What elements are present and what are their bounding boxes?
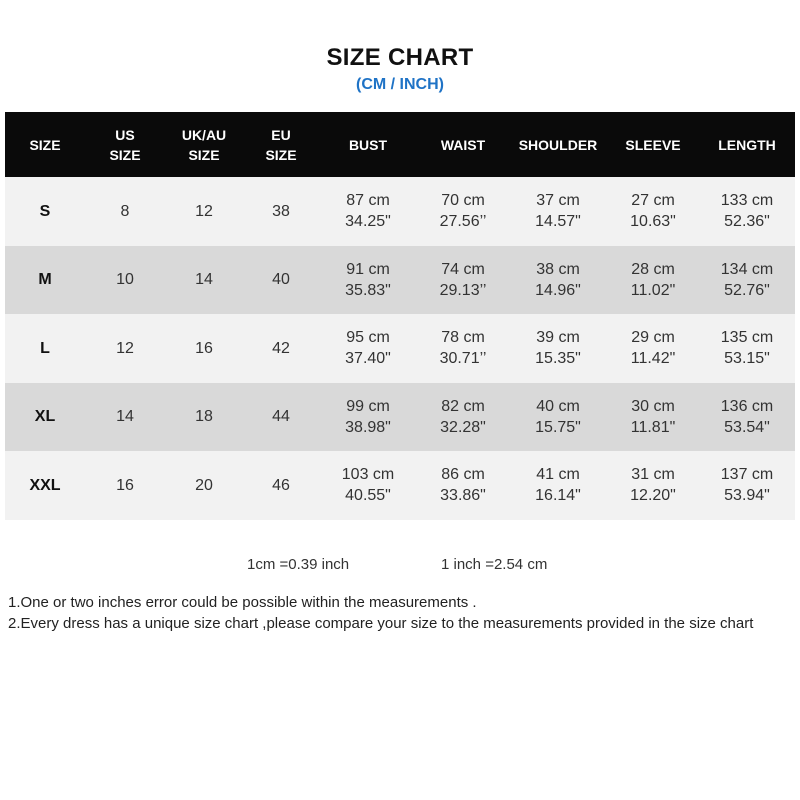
eu-size-cell: 46 [272, 476, 290, 494]
chart-subtitle: (CM / INCH) [356, 76, 444, 93]
sleeve-cell: 29 cm 11.42" [630, 329, 676, 368]
table-row [5, 451, 795, 520]
length-cell: 134 cm 52.76" [720, 260, 774, 299]
chart-title: SIZE CHART [326, 44, 474, 71]
header-shoulder: SHOULDER [518, 136, 598, 153]
size-cell: M [38, 271, 52, 289]
waist-cell: 74 cm 29.13’’ [439, 260, 487, 299]
ukau-size-cell: 18 [195, 408, 213, 426]
sleeve-cell: 27 cm 10.63" [630, 192, 676, 231]
ukau-size-cell: 14 [195, 271, 213, 289]
us-size-cell: 12 [116, 339, 134, 357]
table-header-row [5, 112, 795, 177]
waist-cell: 82 cm 32.28" [440, 397, 486, 436]
shoulder-cell: 40 cm 15.75" [535, 397, 581, 436]
eu-size-cell: 44 [272, 408, 290, 426]
sleeve-cell: 28 cm 11.02" [630, 260, 676, 299]
us-size-cell: 14 [116, 408, 134, 426]
eu-size-cell: 38 [272, 202, 290, 220]
size-cell: XL [34, 408, 56, 426]
eu-size-cell: 42 [272, 339, 290, 357]
size-cell: L [40, 339, 50, 357]
header-ukau-size: UK/AU SIZE [181, 126, 227, 163]
bust-cell: 87 cm 34.25" [345, 192, 391, 231]
shoulder-cell: 37 cm 14.57" [535, 192, 581, 231]
notes [8, 592, 798, 634]
table-row [5, 383, 795, 452]
length-cell: 135 cm 53.15" [720, 329, 774, 368]
note-item: 2.Every dress has a unique size chart ,please compare your size to the measurements provided in the size chart [8, 615, 754, 632]
size-table [5, 112, 795, 520]
length-cell: 137 cm 53.94" [720, 466, 774, 505]
us-size-cell: 16 [116, 476, 134, 494]
size-cell: S [39, 202, 51, 220]
table-row [5, 314, 795, 383]
conversion-cm-to-inch: 1cm =0.39 inch [247, 556, 350, 573]
header-us-size: US SIZE [109, 126, 141, 163]
conversion-inch-to-cm: 1 inch =2.54 cm [441, 556, 548, 573]
shoulder-cell: 38 cm 14.96" [535, 260, 581, 299]
header-sleeve: SLEEVE [625, 136, 681, 153]
header-bust: BUST [348, 136, 388, 153]
size-cell: XXL [29, 476, 61, 494]
bust-cell: 91 cm 35.83" [345, 260, 391, 299]
shoulder-cell: 41 cm 16.14" [535, 466, 581, 505]
table-row [5, 246, 795, 315]
sleeve-cell: 30 cm 11.81" [630, 397, 676, 436]
ukau-size-cell: 12 [195, 202, 213, 220]
bust-cell: 99 cm 38.98" [345, 397, 391, 436]
ukau-size-cell: 16 [195, 339, 213, 357]
ukau-size-cell: 20 [195, 476, 213, 494]
waist-cell: 78 cm 30.71’’ [439, 329, 487, 368]
size-table-container [5, 112, 795, 520]
note-item: 1.One or two inches error could be possible within the measurements . [8, 594, 477, 611]
header-size: SIZE [29, 136, 61, 153]
bust-cell: 103 cm 40.55" [341, 466, 395, 505]
header-eu-size: EU SIZE [265, 126, 297, 163]
length-cell: 133 cm 52.36" [720, 192, 774, 231]
eu-size-cell: 40 [272, 271, 290, 289]
shoulder-cell: 39 cm 15.35" [535, 329, 581, 368]
us-size-cell: 8 [120, 202, 130, 220]
length-cell: 136 cm 53.54" [720, 397, 774, 436]
header-length: LENGTH [718, 136, 776, 153]
waist-cell: 70 cm 27.56’’ [439, 192, 487, 231]
header-waist: WAIST [440, 136, 486, 153]
waist-cell: 86 cm 33.86" [440, 466, 486, 505]
us-size-cell: 10 [116, 271, 134, 289]
table-row [5, 177, 795, 246]
bust-cell: 95 cm 37.40" [345, 329, 391, 368]
sleeve-cell: 31 cm 12.20" [630, 466, 676, 505]
